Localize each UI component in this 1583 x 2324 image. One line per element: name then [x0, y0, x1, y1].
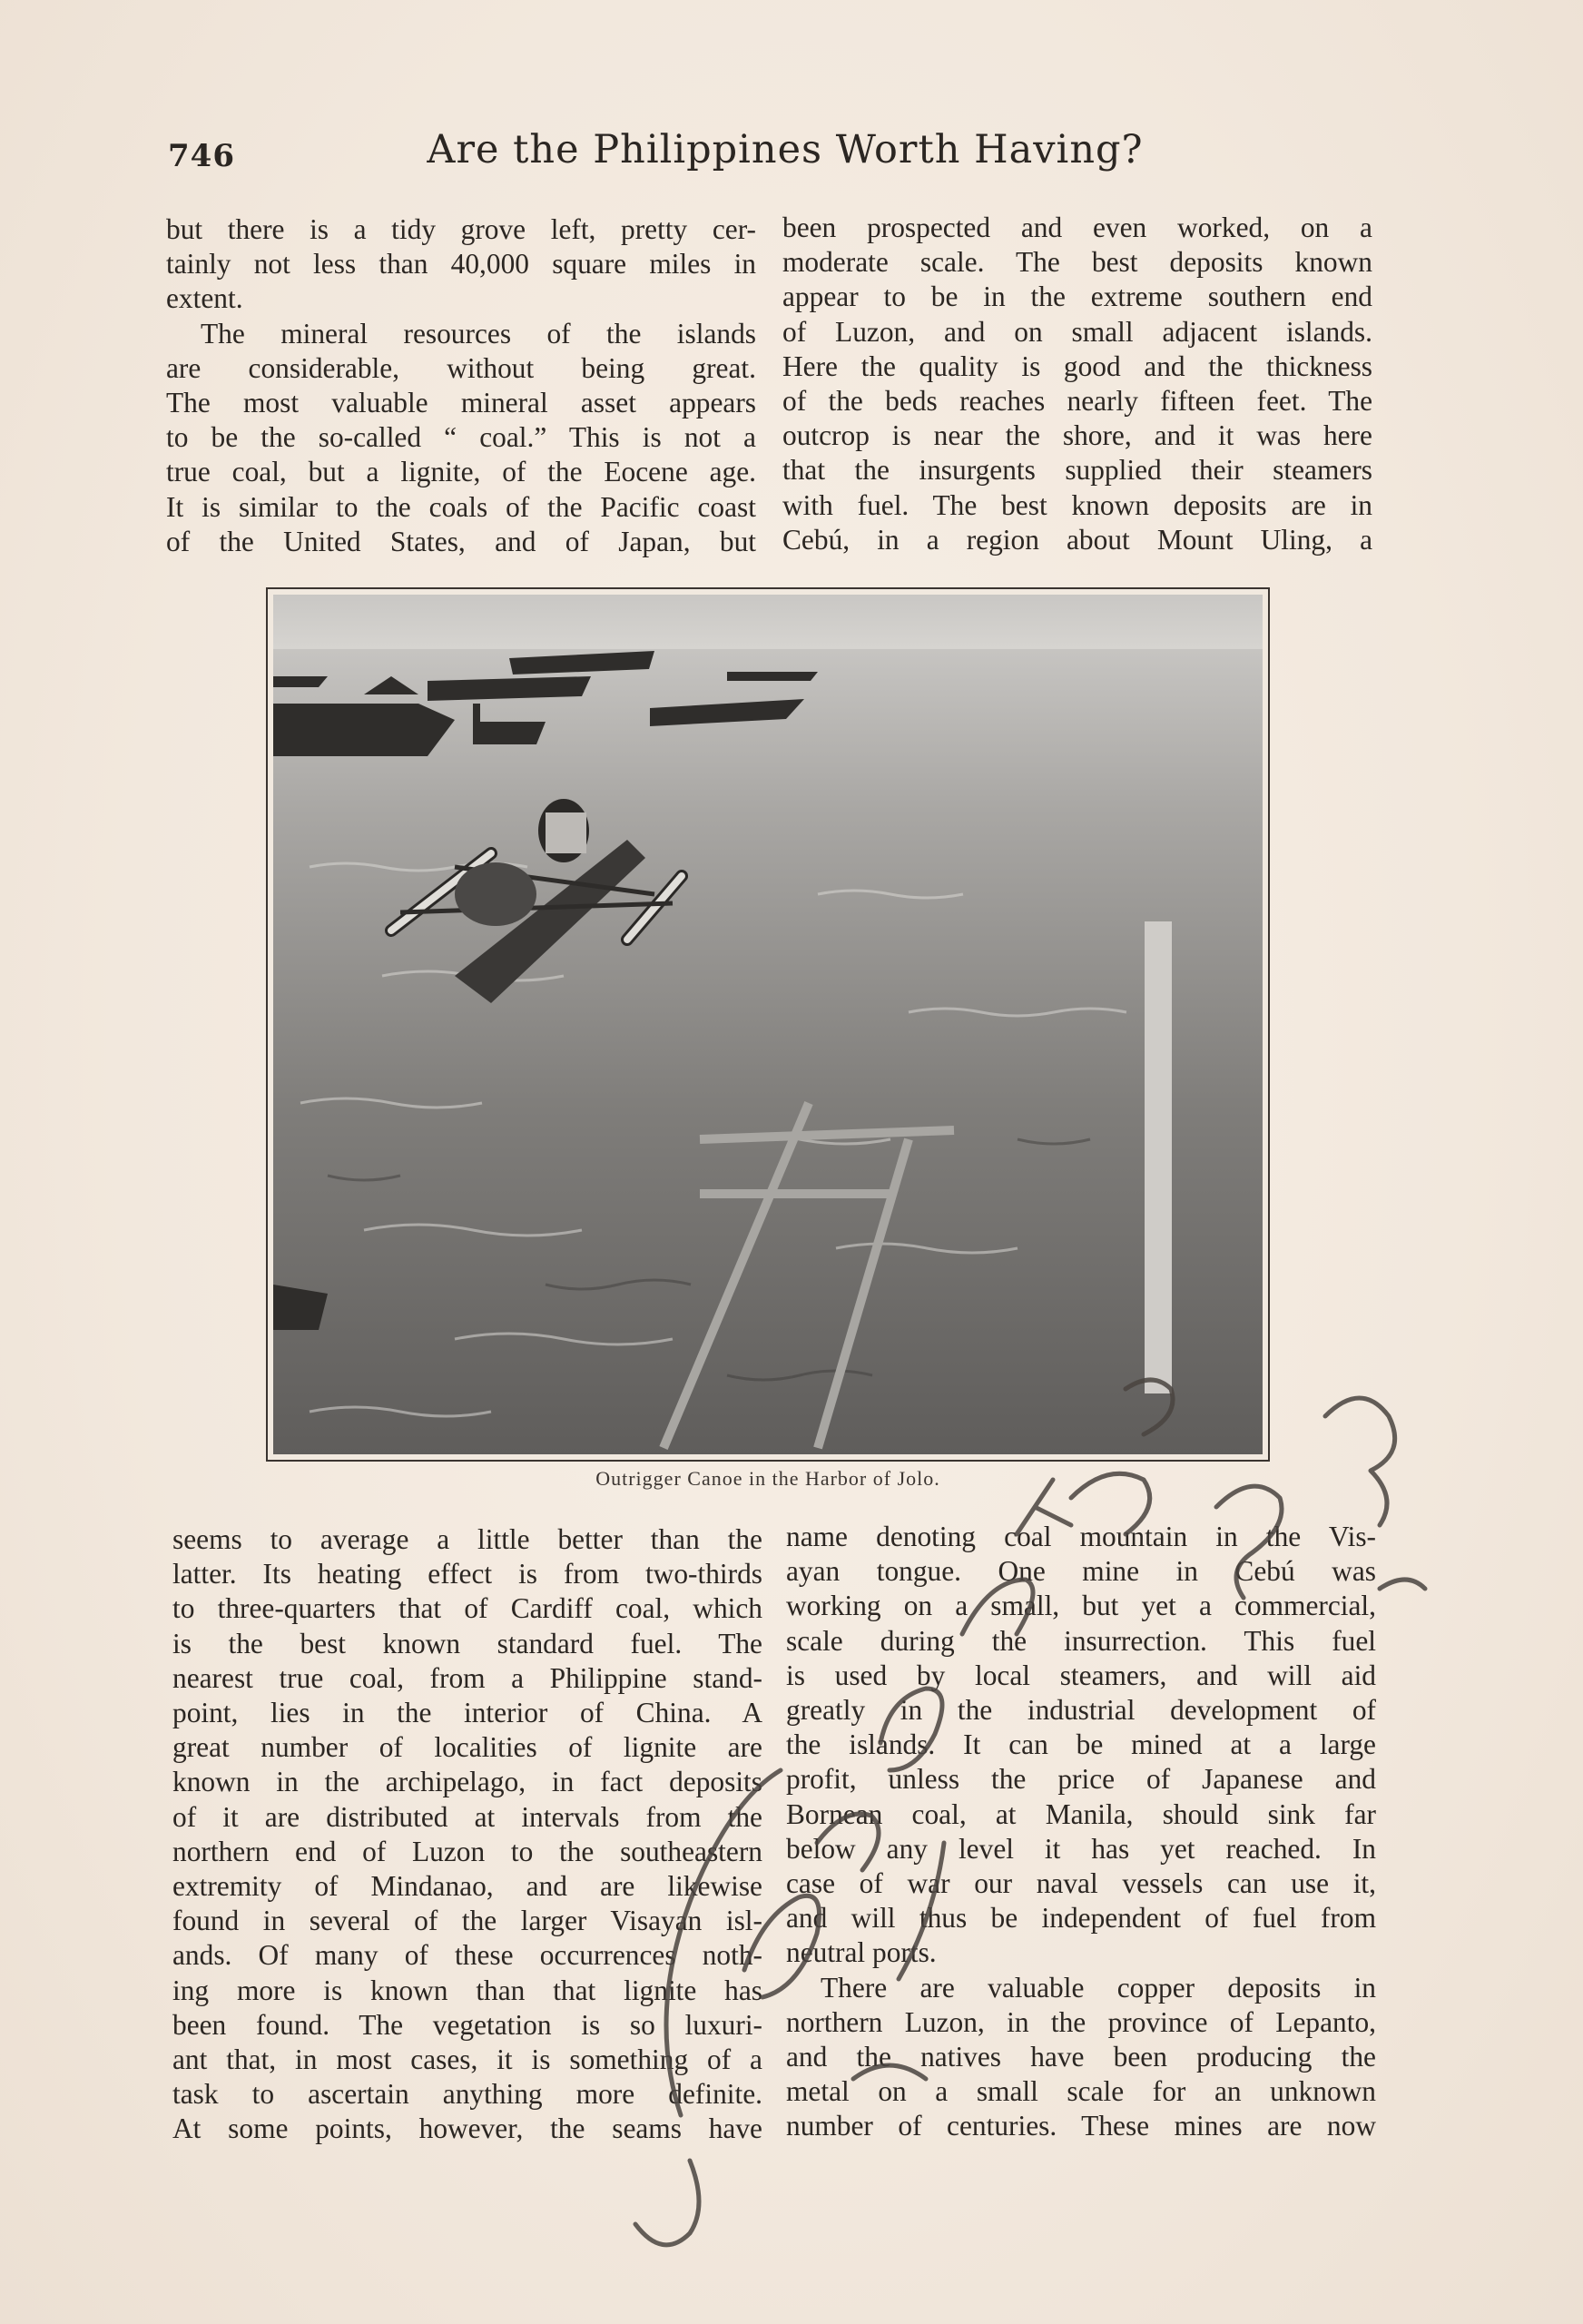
right-column-top	[782, 211, 1372, 557]
text-line: extent.	[166, 282, 243, 315]
running-title: Are the Philippines Worth Having?	[427, 127, 1144, 172]
text-line: extremity of Mindanao, and are likewise	[172, 1870, 762, 1903]
text-line: with fuel. The best known deposits are in	[782, 488, 1372, 521]
paragraph	[166, 317, 756, 559]
text-line: northern Luzon, in the province of Lepanto,	[786, 2005, 1376, 2038]
page-header	[163, 127, 1371, 182]
text-line: below any level it has yet reached. In	[786, 1832, 1376, 1865]
text-line: Cebú, in a region about Mount Uling, a	[782, 523, 1372, 556]
text-line: that the insurgents supplied their steamers	[782, 454, 1372, 487]
page-number: 746	[168, 138, 235, 174]
text-line: outcrop is near the shore, and it was here	[782, 419, 1372, 452]
text-line: moderate scale. The best deposits known	[782, 246, 1372, 279]
text-line: Bornean coal, at Manila, should sink far	[786, 1797, 1376, 1830]
text-line: the islands. It can be mined at a large	[786, 1728, 1376, 1761]
text-line: working on a small, but yet a commercial,	[786, 1590, 1376, 1622]
text-line: tainly not less than 40,000 square miles in	[166, 248, 756, 281]
paragraph	[172, 1522, 762, 2147]
text-line: true coal, but a lignite, of the Eocene age.	[166, 456, 756, 488]
text-line: been prospected and even worked, on a	[782, 212, 1372, 243]
left-column-bottom	[172, 1522, 762, 2147]
text-line: There are valuable copper deposits in	[821, 1971, 1376, 2004]
text-line: but there is a tidy grove left, pretty cer-	[166, 213, 756, 245]
text-line: ant that, in most cases, it is something of a	[172, 2043, 762, 2076]
text-line: of the beds reaches nearly fifteen feet. The	[782, 385, 1372, 418]
text-line: to three-quarters that of Cardiff coal, which	[172, 1592, 762, 1625]
text-line: number of centuries. These mines are now	[786, 2110, 1376, 2142]
text-line: point, lies in the interior of China. A	[172, 1697, 762, 1729]
text-line: At some points, however, the seams have	[172, 2112, 762, 2145]
paragraph	[786, 1520, 1376, 1971]
text-line: profit, unless the price of Japanese and	[786, 1763, 1376, 1796]
text-line: ayan tongue. One mine in Cebú was	[786, 1555, 1376, 1588]
text-line: case of war our naval vessels can use it,	[786, 1867, 1376, 1900]
text-line: The mineral resources of the islands	[201, 317, 756, 350]
text-line: to be the so-called “ coal.” This is not a	[166, 421, 756, 454]
right-column-bottom	[786, 1520, 1376, 2144]
text-line: is used by local steamers, and will aid	[786, 1659, 1376, 1691]
text-line: known in the archipelago, in fact deposits	[172, 1766, 762, 1798]
text-line: greatly in the industrial development of	[786, 1694, 1376, 1727]
text-line: scale during the insurrection. This fuel	[786, 1624, 1376, 1657]
text-line: latter. Its heating effect is from two-thirds	[172, 1558, 762, 1590]
text-line: The most valuable mineral asset appears	[166, 387, 756, 419]
text-line: appear to be in the extreme southern end	[782, 281, 1372, 313]
paragraph	[786, 1971, 1376, 2144]
text-line: name denoting coal mountain in the Vis-	[786, 1521, 1376, 1552]
text-line: task to ascertain anything more definite.	[172, 2078, 762, 2111]
figure-caption: Outrigger Canoe in the Harbor of Jolo.	[595, 1467, 940, 1490]
text-line: neutral ports.	[786, 1936, 937, 1969]
text-line: seems to average a little better than the	[172, 1523, 762, 1555]
text-line: of Luzon, and on small adjacent islands.	[782, 315, 1372, 348]
text-line: of it are distributed at intervals from the	[172, 1800, 762, 1833]
text-line: of the United States, and of Japan, but	[166, 525, 756, 557]
figure-photo-frame	[266, 587, 1270, 1462]
harbor-photograph	[273, 595, 1263, 1454]
paragraph	[166, 212, 756, 317]
text-line: found in several of the larger Visayan isl-	[172, 1905, 762, 1937]
text-line: metal on a small scale for an unknown	[786, 2075, 1376, 2108]
text-line: been found. The vegetation is so luxuri-	[172, 2008, 762, 2041]
text-line: and the natives have been producing the	[786, 2041, 1376, 2073]
text-line: are considerable, without being great.	[166, 351, 756, 384]
text-line: It is similar to the coals of the Pacific coast	[166, 490, 756, 523]
paragraph	[782, 211, 1372, 557]
text-line: nearest true coal, from a Philippine stand-	[172, 1661, 762, 1694]
text-line: great number of localities of lignite are	[172, 1731, 762, 1764]
text-line: Here the quality is good and the thickness	[782, 350, 1372, 382]
left-column-top	[166, 212, 756, 559]
text-line: is the best known standard fuel. The	[172, 1627, 762, 1659]
text-line: and will thus be independent of fuel from	[786, 1902, 1376, 1935]
text-line: ands. Of many of these occurrences noth-	[172, 1939, 762, 1972]
text-line: ing more is known than that lignite has	[172, 1974, 762, 2006]
text-line: northern end of Luzon to the southeastern	[172, 1835, 762, 1867]
